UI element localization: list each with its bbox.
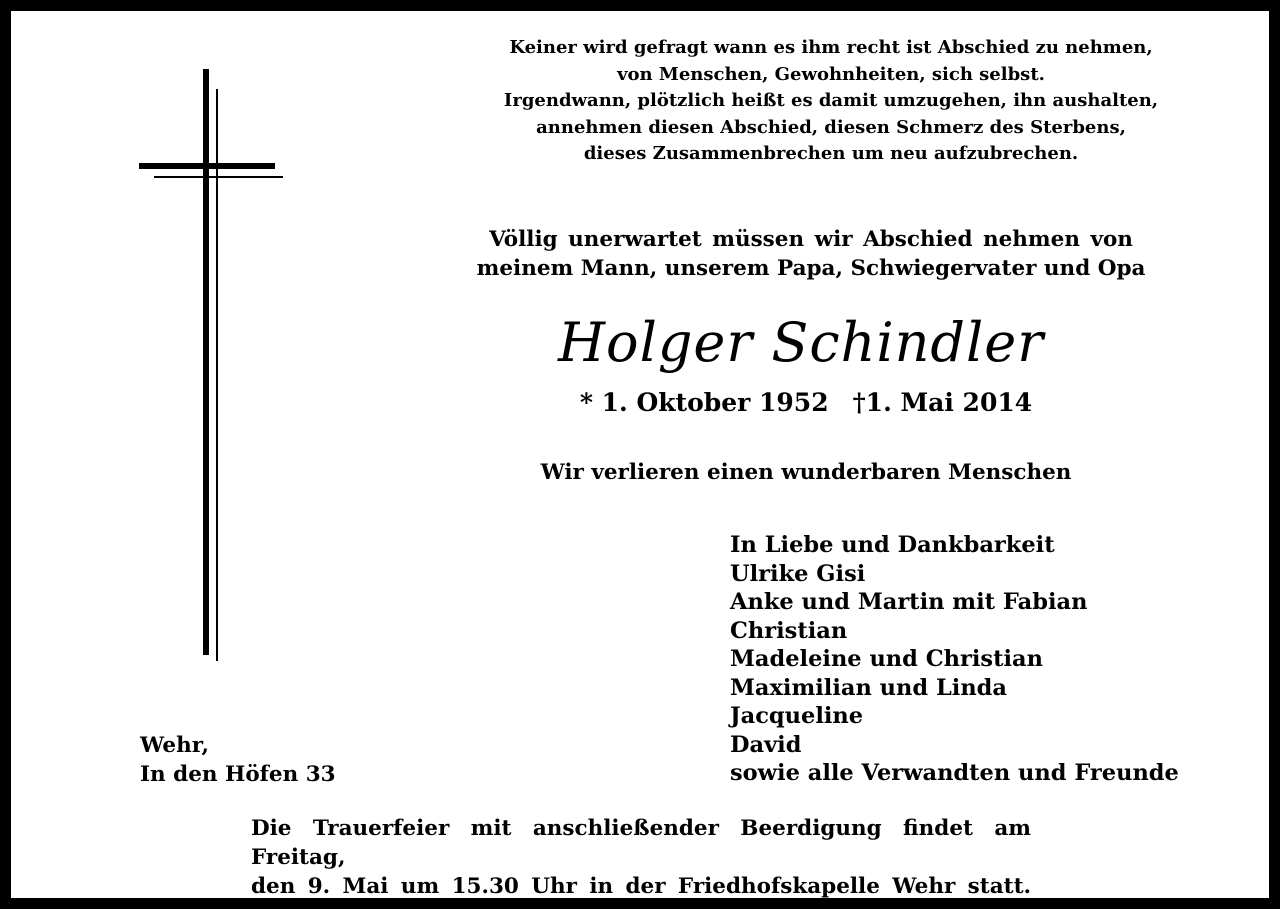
address-street: In den Höfen 33: [140, 762, 336, 787]
family-address: [140, 731, 336, 789]
birth-date: * 1. Oktober 1952: [579, 388, 829, 417]
poem-line: von Menschen, Gewohnheiten, sich selbst.: [617, 63, 1045, 85]
cross-icon: [139, 69, 289, 661]
mourner-line: sowie alle Verwandten und Freunde: [730, 760, 1179, 786]
intro-line: meinem Mann, unserem Papa, Schwiegervater und Opa: [476, 256, 1146, 281]
funeral-info: [251, 814, 1031, 901]
mourner-line: In Liebe und Dankbarkeit: [730, 532, 1055, 558]
death-date: †1. Mai 2014: [852, 388, 1033, 417]
mourner-line: Maximilian und Linda: [730, 674, 1007, 701]
life-dates: [431, 387, 1181, 419]
poem-line: Irgendwann, plötzlich heißt es damit umzugehen, ihn aushalten,: [503, 90, 1159, 111]
memorial-poem: [471, 35, 1191, 168]
mourner-line: Anke und Martin mit Fabian: [730, 589, 1088, 615]
mourner-line: Ulrike Gisi: [730, 560, 866, 587]
tagline: Wir verlieren einen wunderbaren Menschen: [540, 460, 1072, 485]
obituary-notice: [11, 11, 1269, 898]
poem-line: annehmen diesen Abschied, diesen Schmerz des Sterbens,: [536, 116, 1126, 138]
deceased-name: Holger Schindler: [557, 311, 1045, 374]
poem-line: dieses Zusammenbrechen um neu aufzubrechen.: [583, 143, 1079, 164]
mourner-line: Christian: [730, 617, 848, 644]
mourner-line: Madeleine und Christian: [730, 646, 1043, 672]
announcement-intro: [451, 225, 1171, 283]
poem-line: Keiner wird gefragt wann es ihm recht ist Abschied zu nehmen,: [509, 37, 1153, 58]
funeral-line: Die Trauerfeier mit anschließender Beerdigung findet am Freitag,: [251, 816, 1031, 870]
mourner-line: Jacqueline: [730, 703, 864, 729]
address-city: Wehr,: [140, 733, 209, 758]
intro-line: Völlig unerwartet müssen wir Abschied nehmen von: [489, 227, 1133, 252]
mourner-line: David: [730, 731, 802, 758]
mourners-list: [730, 531, 1179, 788]
funeral-line: den 9. Mai um 15.30 Uhr in der Friedhofskapelle Wehr statt.: [251, 874, 1031, 899]
